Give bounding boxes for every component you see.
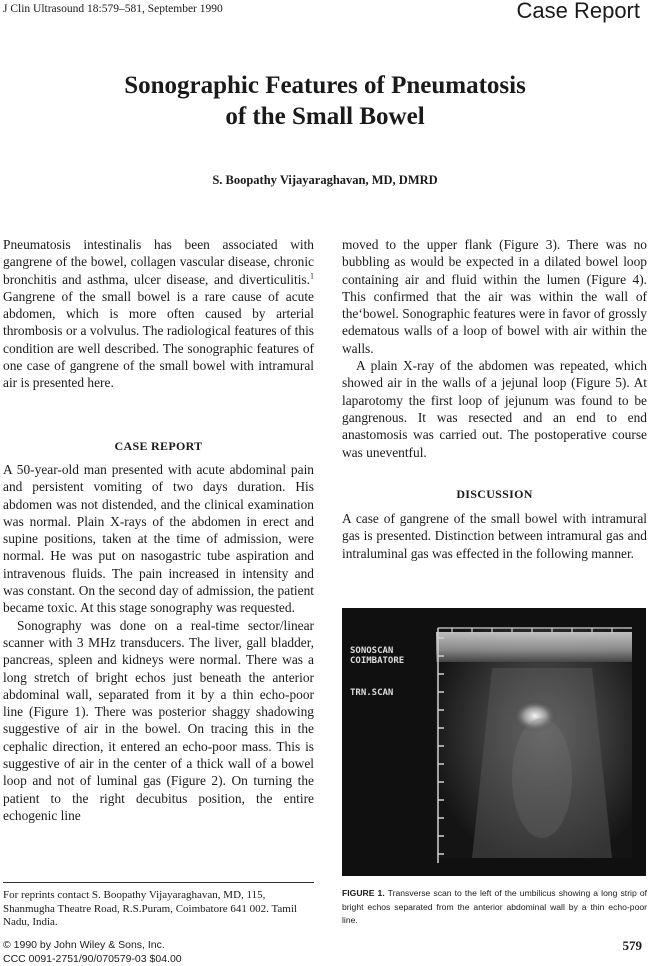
- figure-1-caption: [342, 887, 647, 928]
- case-report-body: [3, 461, 314, 824]
- overlay-label-sonoscan: SONOSCAN: [350, 646, 394, 656]
- author-line: S. Boopathy Vijayaraghavan, MD, DMRD: [212, 173, 438, 187]
- left-column: [3, 236, 314, 392]
- overlay-label-scan-type: TRN.SCAN: [350, 688, 394, 698]
- copyright-line: © 1990 by John Wiley & Sons, Inc.: [3, 939, 165, 951]
- title-line-2: of the Small Bowel: [225, 103, 425, 130]
- title-line-1: Sonographic Features of Pneumatosis: [124, 72, 526, 99]
- discussion-heading: DISCUSSION: [456, 487, 533, 501]
- discussion-body: [342, 510, 647, 562]
- right-column: [342, 236, 647, 461]
- figure-label: FIGURE 1.: [342, 888, 385, 898]
- article-title: [0, 70, 650, 132]
- intro-text-cont: Gangrene of the small bowel is a rare cause of acute abdomen, which is more often caused by arterial thrombosis or a volvulus. The radiological features of this condition are well described. The sonographic features of one case of gangrene of the small bowel with intramural air is presented here.: [3, 288, 314, 391]
- reprints-footnote: For reprints contact S. Boopathy Vijayaraghavan, MD, 115, Shanmugha Theatre Road, R.S.Puram, Coimbatore 641 002. Tamil Nadu, India.: [3, 889, 297, 929]
- intro-paragraph: [3, 236, 314, 392]
- footnote-divider: [3, 882, 314, 883]
- figure-1-ultrasound-image: [342, 608, 646, 876]
- reference-marker: 1: [310, 271, 314, 281]
- section-label: Case Report: [516, 0, 640, 23]
- figure-caption-text: Transverse scan to the left of the umbilicus showing a long strip of bright echos separated from the anterior abdominal wall by a thin echo-poor line.: [342, 888, 647, 925]
- xray-paragraph: A plain X-ray of the abdomen was repeated, which showed air in the walls of a jejunal loop (Figure 5). At laparotomy the first loop of jejunum was found to be gangrenous. It was resected and an end to end anastomosis was carried out. The postoperative course was uneventful.: [342, 358, 647, 460]
- scan-overlay-labels: [350, 646, 404, 698]
- ccc-code-line: CCC 0091-2751/90/070579-03 $04.00: [3, 953, 182, 965]
- discussion-paragraph-1: A case of gangrene of the small bowel with intramural gas is presented. Distinction between intramural gas and intraluminal gas was effected in the following manner.: [342, 511, 647, 561]
- copyright-block: [3, 938, 182, 966]
- continued-paragraph: moved to the upper flank (Figure 3). There was no bubbling as would be expected in a dilated bowel loop containing air and fluid within the lumen (Figure 4). This confirmed that the air was within the wall of the‘bowel. Sonographic features were in favor of grossly edematous walls of a loop of bowel with air within the walls.: [342, 237, 647, 356]
- page-number: 579: [622, 938, 642, 953]
- intro-text: Pneumatosis intestinalis has been associated with gangrene of the bowel, collagen vascular disease, chronic bronchitis and asthma, ulcer disease, and diverticulitis.: [3, 237, 314, 287]
- overlay-label-coimbatore: COIMBATORE: [350, 656, 405, 666]
- case-report-heading: CASE REPORT: [114, 439, 203, 453]
- journal-citation: J Clin Ultrasound 18:579–581, September 1990: [3, 3, 223, 15]
- case-paragraph-2: Sonography was done on a real-time sector/linear scanner with 3 MHz transducers. The liver, gall bladder, pancreas, spleen and kidneys were normal. There was a long stretch of bright echos just beneath the anterior abdominal wall, separated from it by a thin echo-poor line (Figure 1). There was posterior shaggy shadowing suggestive of air in the bowel. On tracing this in the cephalic direction, it entered an echo-poor mass. This is suggestive of air in the center of a thick wall of a bowel loop and not of luminal gas (Figure 2). On turning the patient to the right decubitus position, the entire echogenic line: [3, 617, 314, 823]
- case-paragraph-1: A 50-year-old man presented with acute abdominal pain and persistent vomiting of two days duration. His abdomen was not distended, and the clinical examination was normal. Plain X-rays of the abdomen in erect and supine positions, taken at the time of admission, were normal. He was put on nasogastric tube aspiration and intravenous fluids. The pain increased in intensity and was constant. On the second day of admission, the patient became toxic. At this stage sonography was requested.: [3, 462, 314, 616]
